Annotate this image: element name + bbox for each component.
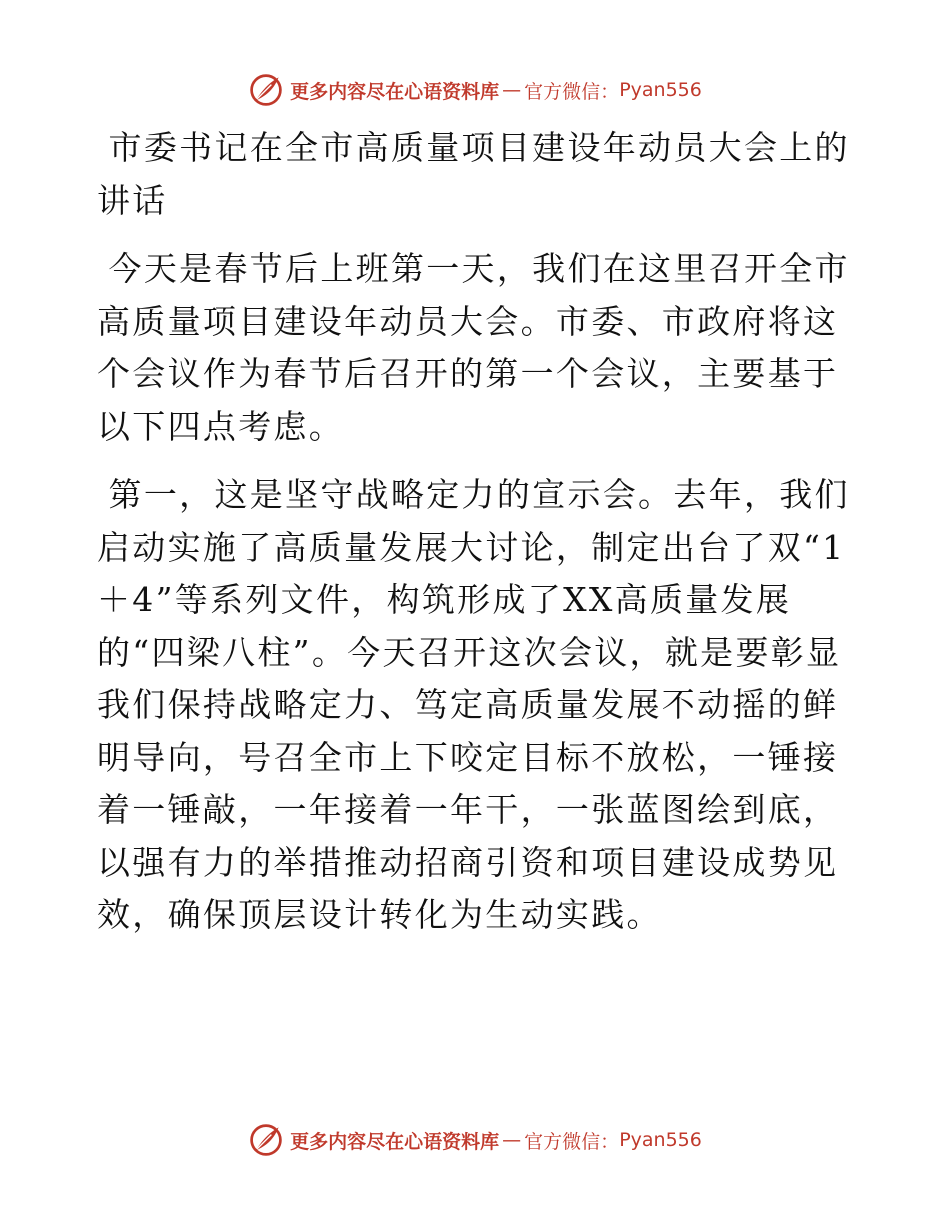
banner-contact-id: Pyan556 [619,79,702,101]
banner-brand-text: 更多内容尽在心语资料库 [290,1130,500,1153]
banner-contact-id: Pyan556 [619,1129,702,1151]
banner-contact-label: 官方微信： [524,1130,620,1153]
feather-pen-logo-icon [248,72,284,108]
banner-dash: — [502,1129,522,1151]
paragraph-first-point: 第一，这是坚守战略定力的宣示会。去年，我们启动实施了高质量发展大讨论，制定出台了双“1＋4”等系列文件，构筑形成了XX高质量发展的“四梁八柱”。今天召开这次会议，就是要彰显我们保持战略定力、笃定高质量发展不动摇的鲜明导向，号召全市上下咬定目标不放松，一锤接着一锤敲，一年接着一年干，一张蓝图绘到底，以强有力的举措推动招商引资和项目建设成势见效，确保顶层设计转化为生动实践。 [97,475,850,934]
footer-watermark-banner [0,1120,950,1160]
feather-pen-logo-icon [248,1122,284,1158]
document-title: 市委书记在全市高质量项目建设年动员大会上的讲话 [97,128,850,220]
banner-dash: — [502,79,522,101]
document-body [97,122,857,958]
header-watermark-banner [0,70,950,110]
paragraph-intro: 今天是春节后上班第一天，我们在这里召开全市高质量项目建设年动员大会。市委、市政府将这个会议作为春节后召开的第一个会议，主要基于以下四点考虑。 [97,249,850,446]
banner-contact-label: 官方微信： [524,80,620,103]
banner-brand-text: 更多内容尽在心语资料库 [290,80,500,103]
